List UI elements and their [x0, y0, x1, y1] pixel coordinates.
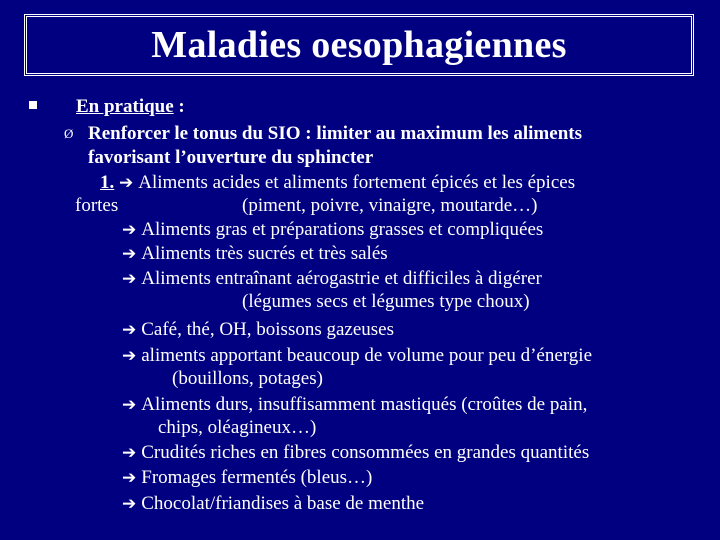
- item-7-text: Aliments durs, insuffisamment mastiqués (croûtes de pain,: [141, 394, 588, 415]
- heading-label: En pratique: [76, 96, 174, 117]
- item-2: [122, 218, 543, 242]
- arrow-right-icon: ➔: [122, 346, 137, 365]
- heading-colon: :: [173, 96, 185, 117]
- item-6-text: aliments apportant beaucoup de volume pour peu d’énergie: [141, 345, 592, 366]
- item-8: [122, 441, 589, 465]
- item-10: [122, 492, 424, 516]
- item-7-cont: chips, oléagineux…): [158, 417, 317, 438]
- slide-title: Maladies oesophagiennes: [151, 24, 567, 66]
- arrow-right-icon: ➔: [122, 395, 137, 414]
- arrow-right-icon: ➔: [122, 269, 137, 288]
- item-7: [122, 393, 587, 417]
- item-8-text: Crudités riches en fibres consommées en grandes quantités: [141, 442, 590, 463]
- square-bullet-icon: [29, 101, 37, 109]
- item-3-text: Aliments très sucrés et très salés: [141, 243, 388, 264]
- arrow-right-icon: ➔: [119, 173, 134, 192]
- arrow-right-icon: ➔: [122, 320, 137, 339]
- item-6-cont: (bouillons, potages): [172, 368, 323, 389]
- arrow-right-icon: ➔: [122, 220, 137, 239]
- subpoint-line-1: Renforcer le tonus du SIO : limiter au maximum les aliments: [88, 123, 582, 144]
- item-5-text: Café, thé, OH, boissons gazeuses: [141, 319, 395, 340]
- item-4: [122, 267, 542, 291]
- item-9: [122, 466, 372, 490]
- arrowhead-bullet-icon: Ø: [64, 126, 74, 141]
- item-6: [122, 344, 592, 368]
- subpoint-line-2: favorisant l’ouverture du sphincter: [88, 147, 374, 168]
- item-10-text: Chocolat/friandises à base de menthe: [141, 493, 425, 514]
- item-4-cont: (légumes secs et légumes type choux): [242, 291, 530, 312]
- item-2-text: Aliments gras et préparations grasses et compliquées: [141, 219, 544, 240]
- heading-line: [76, 95, 185, 119]
- item-1-text: Aliments acides et aliments fortement épicés et les épices: [138, 172, 576, 193]
- item-1: [100, 171, 575, 195]
- arrow-right-icon: ➔: [122, 468, 137, 487]
- arrow-right-icon: ➔: [122, 443, 137, 462]
- item-3: [122, 242, 388, 266]
- item-5: [122, 318, 394, 342]
- arrow-right-icon: ➔: [122, 494, 137, 513]
- arrow-right-icon: ➔: [122, 244, 137, 263]
- item-1-cont-a: fortes: [75, 195, 119, 216]
- item-1-cont-b: (piment, poivre, vinaigre, moutarde…): [242, 195, 538, 216]
- item-9-text: Fromages fermentés (bleus…): [141, 467, 373, 488]
- item-4-text: Aliments entraînant aérogastrie et difficiles à digérer: [141, 268, 542, 289]
- item-1-number: 1.: [100, 172, 115, 193]
- title-frame: [24, 14, 694, 76]
